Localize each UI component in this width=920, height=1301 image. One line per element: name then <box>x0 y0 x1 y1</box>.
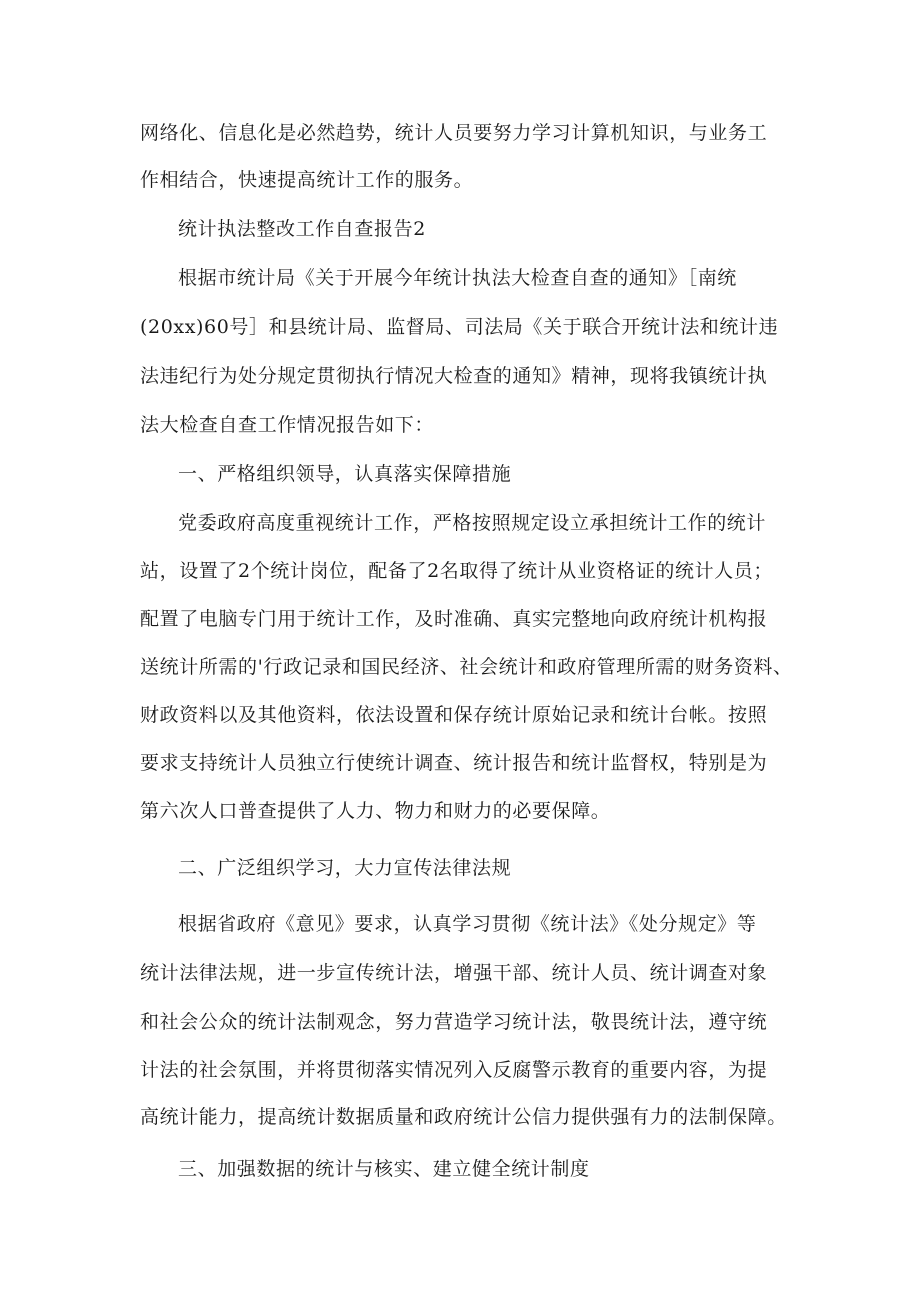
body-text-line: 要求支持统计人员独立行使统计调查、统计报告和统计监督权，特别是为 <box>140 752 768 774</box>
body-text-line: 统计法律法规，进一步宣传统计法，增强干部、统计人员、统计调查对象 <box>140 962 768 984</box>
paragraph-start-line: 根据省政府《意见》要求，认真学习贯彻《统计法》《处分规定》等 <box>178 913 757 935</box>
body-text-line: 计法的社会氛围，并将贯彻落实情况列入反腐警示教育的重要内容，为提 <box>140 1059 768 1081</box>
section-title: 统计执法整改工作自查报告2 <box>178 218 426 240</box>
body-text-line: 高统计能力，提高统计数据质量和政府统计公信力提供强有力的法制保障。 <box>140 1106 787 1128</box>
section-heading: 二、广泛组织学习，大力宣传法律法规 <box>178 857 512 879</box>
paragraph-start-line: 党委政府高度重视统计工作，严格按照规定设立承担统计工作的统计 <box>178 512 767 534</box>
body-text-line: 送统计所需的'行政记录和国民经济、社会统计和政府管理所需的财务资料、 <box>140 656 793 678</box>
body-text-line: 作相结合，快速提高统计工作的服务。 <box>140 169 474 191</box>
body-text-line: 第六次人口普查提供了人力、物力和财力的必要保障。 <box>140 800 611 822</box>
paragraph-start-line: 根据市统计局《关于开展今年统计执法大检查自查的通知》［南统 <box>178 267 737 289</box>
body-text-line: (20xx)60号］和县统计局、监督局、司法局《关于联合开统计法和统计违 <box>140 316 779 338</box>
body-text-line: 网络化、信息化是必然趋势，统计人员要努力学习计算机知识，与业务工 <box>140 122 768 144</box>
body-text-line: 法违纪行为处分规定贯彻执行情况大检查的通知》精神，现将我镇统计执 <box>140 365 768 387</box>
section-heading: 三、加强数据的统计与核实、建立健全统计制度 <box>178 1158 590 1180</box>
body-text-line: 配置了电脑专门用于统计工作，及时准确、真实完整地向政府统计机构报 <box>140 608 768 630</box>
body-text-line: 财政资料以及其他资料，依法设置和保存统计原始记录和统计台帐。按照 <box>140 704 768 726</box>
body-text-line: 法大检查自查工作情况报告如下： <box>140 414 435 436</box>
section-heading: 一、严格组织领导，认真落实保障措施 <box>178 463 512 485</box>
body-text-line: 和社会公众的统计法制观念，努力营造学习统计法，敬畏统计法，遵守统 <box>140 1011 768 1033</box>
body-text-line: 站，设置了2个统计岗位，配备了2名取得了统计从业资格证的统计人员； <box>140 560 773 582</box>
